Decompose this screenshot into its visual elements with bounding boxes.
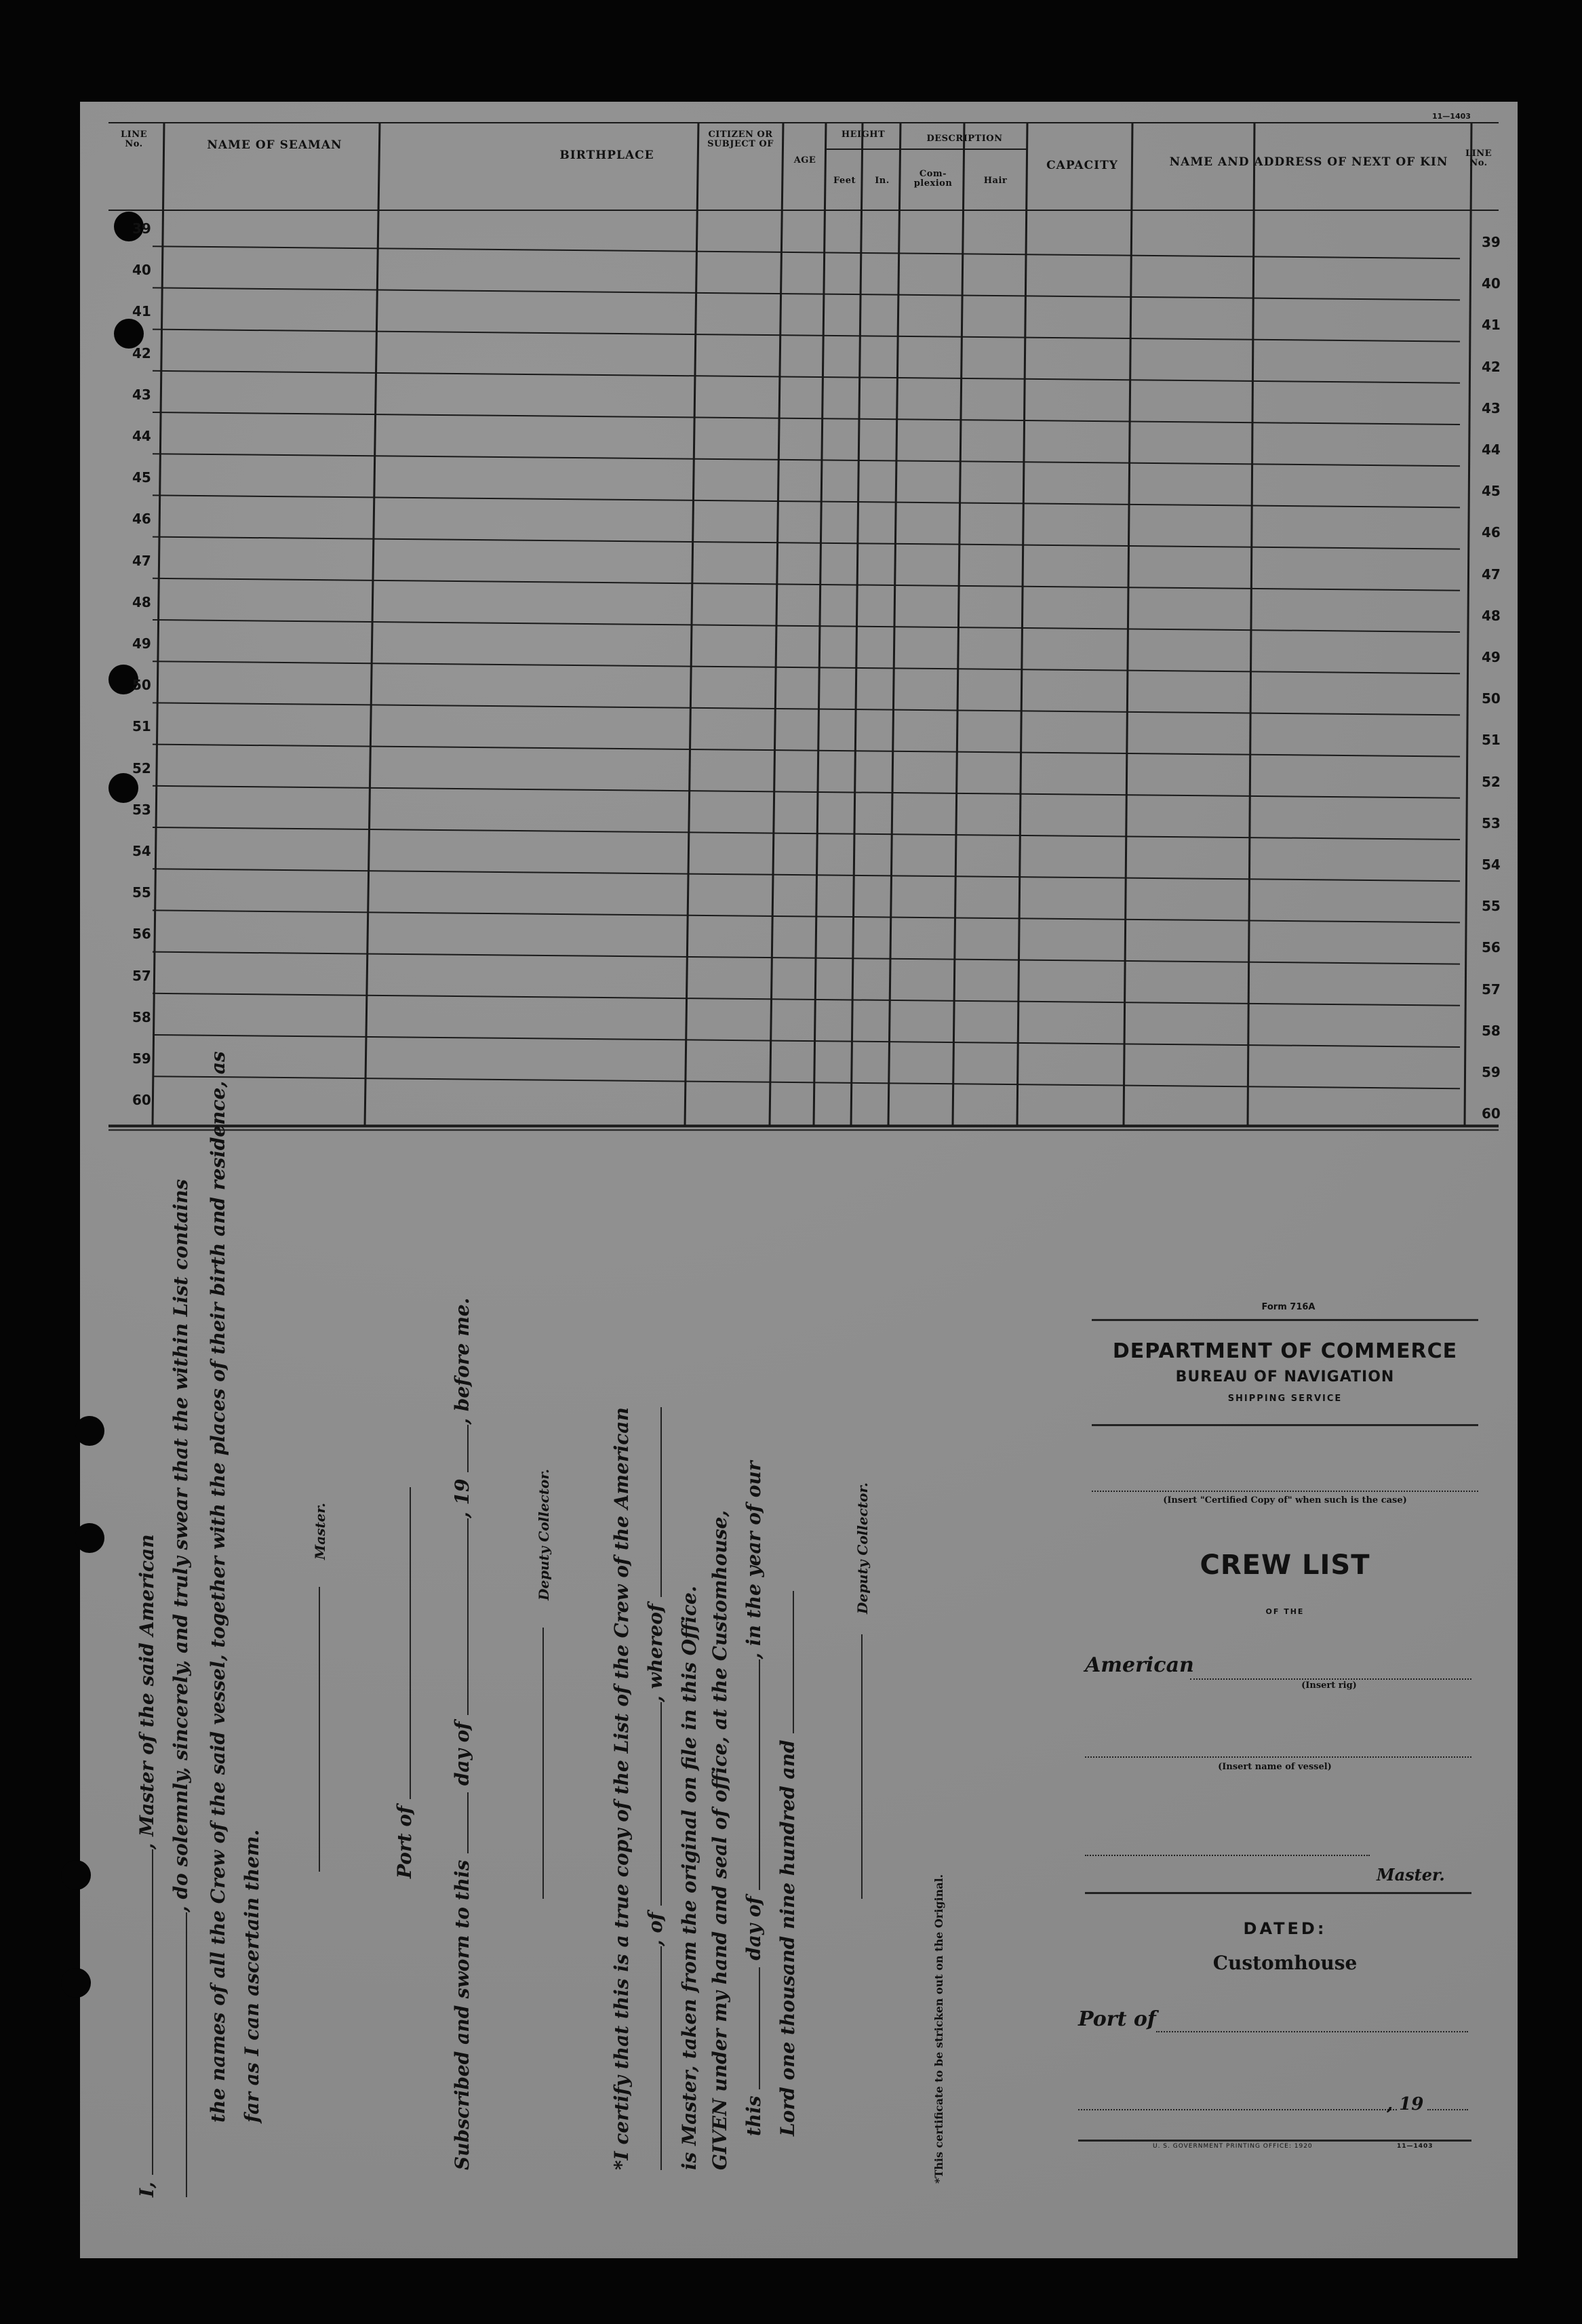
header-capacity: CAPACITY xyxy=(1046,159,1118,172)
line-number-right: 42 xyxy=(1482,358,1501,375)
line-number-right: 47 xyxy=(1482,566,1501,583)
cover-rule-bottom xyxy=(1078,2140,1471,2142)
grid-line xyxy=(153,288,1460,300)
grid-line xyxy=(153,827,1460,840)
deputy-collector-label-2: Deputy Collector. xyxy=(854,1482,871,1614)
service-title: SHIPPING SERVICE xyxy=(1227,1394,1343,1404)
line-number-right: 49 xyxy=(1482,649,1501,665)
line-number-right: 57 xyxy=(1482,981,1501,998)
line-number-right: 53 xyxy=(1482,814,1501,831)
line-number-right: 55 xyxy=(1482,898,1501,915)
grid-line xyxy=(1248,122,1254,1126)
vessel-name-blank xyxy=(171,1912,187,2197)
year-line xyxy=(1427,2109,1468,2110)
line-number-right: 41 xyxy=(1482,317,1501,334)
port-of-cover-label: Port of xyxy=(1078,2007,1156,2031)
insert-vessel-note: (Insert name of vessel) xyxy=(1218,1762,1332,1772)
subscribed-line xyxy=(451,1298,473,2170)
subscribed-day-blank xyxy=(452,1792,469,1853)
certified-copy-line xyxy=(1092,1491,1478,1492)
date-line xyxy=(1078,2109,1397,2110)
subscribed-19: , 19 xyxy=(451,1478,473,1518)
grid-line xyxy=(153,578,1460,591)
oath-i: I, xyxy=(136,2182,158,2197)
certify-line-3: is Master, taken from the original on file in this Office. xyxy=(678,1586,700,2170)
form-number-bottom: 11—1403 xyxy=(1397,2143,1433,2150)
line-number-left: 44 xyxy=(132,428,151,444)
line-number-left: 39 xyxy=(132,220,151,237)
dated-label: DATED: xyxy=(1243,1919,1327,1938)
line-number-right: 51 xyxy=(1482,732,1501,749)
line-number-left: 59 xyxy=(132,1050,151,1067)
grid-line xyxy=(153,703,1460,715)
bureau-title: BUREAU OF NAVIGATION xyxy=(1175,1368,1395,1385)
in-year-text: , in the year of our xyxy=(743,1461,765,1659)
line-number-left: 56 xyxy=(132,926,151,943)
grid-line xyxy=(153,495,1460,507)
grid-line xyxy=(153,246,1460,258)
line-number-left: 50 xyxy=(132,677,151,694)
this-day-line xyxy=(743,1461,765,2137)
footnote: *This certificate to be stricken out on the Original. xyxy=(932,1874,945,2184)
given-line: GIVEN under my hand and seal of office, at the Customhouse, xyxy=(709,1510,731,2170)
grid-line xyxy=(153,1035,1460,1047)
grid-line xyxy=(153,786,1460,798)
subscribed-year-blank xyxy=(452,1425,469,1472)
certify-line-1: *I certify that this is a true copy of the List of the Crew of the American xyxy=(610,1407,633,2170)
header-line-no-right: LINE No. xyxy=(1465,149,1492,169)
american-label: American xyxy=(1085,1653,1194,1677)
grid-line xyxy=(1124,122,1132,1126)
line-number-left: 57 xyxy=(132,967,151,984)
punch-hole xyxy=(61,1968,91,1998)
line-number-left: 60 xyxy=(132,1092,151,1109)
header-description: DESCRIPTION xyxy=(926,134,1003,144)
lord-text: Lord one thousand nine hundred and xyxy=(776,1739,799,2136)
header-birthplace: BIRTHPLACE xyxy=(559,149,654,162)
cover-rule-2 xyxy=(1092,1424,1478,1426)
cover-rule-3 xyxy=(1085,1892,1471,1894)
oath-line-3: the names of all the Crew of the said vessel, together with the places of their birth and residence, as xyxy=(207,1051,229,2123)
grid-line xyxy=(153,869,1460,881)
oath-line-1 xyxy=(136,1534,158,2197)
rig-line xyxy=(1190,1678,1471,1680)
grid-line xyxy=(953,122,964,1126)
grid-line xyxy=(153,661,1460,673)
line-number-left: 53 xyxy=(132,801,151,818)
insert-rig-note: (Insert rig) xyxy=(1301,1680,1357,1691)
line-number-left: 58 xyxy=(132,1008,151,1025)
line-number-left: 55 xyxy=(132,884,151,901)
deputy-signature-line-2 xyxy=(861,1634,863,1899)
grid-line xyxy=(153,952,1460,964)
grid-line xyxy=(770,122,783,1126)
line-number-right: 60 xyxy=(1482,1105,1501,1122)
grid-line xyxy=(153,454,1460,466)
line-number-left: 43 xyxy=(132,386,151,403)
header-inches: In. xyxy=(875,176,890,186)
line-number-right: 52 xyxy=(1482,773,1501,790)
this-month-blank xyxy=(744,1659,760,1890)
grid-line xyxy=(814,122,826,1126)
vessel-name-line xyxy=(1085,1756,1471,1758)
grid-line xyxy=(851,122,863,1126)
punch-hole xyxy=(61,1860,91,1890)
certify-master-blank xyxy=(646,1407,662,1597)
line-number-right: 45 xyxy=(1482,483,1501,500)
line-number-right: 59 xyxy=(1482,1064,1501,1080)
header-citizen: CITIZEN OR SUBJECT OF xyxy=(707,130,774,150)
line-number-right: 44 xyxy=(1482,441,1501,458)
header-feet: Feet xyxy=(833,176,856,186)
grid-line xyxy=(153,330,1460,342)
line-number-left: 42 xyxy=(132,344,151,361)
grid-line xyxy=(1465,122,1471,1126)
line-number-right: 39 xyxy=(1482,234,1501,250)
cover-rule-top xyxy=(1092,1319,1478,1321)
oath-master-text: , Master of the said American xyxy=(136,1534,158,1850)
line-number-left: 48 xyxy=(132,593,151,610)
port-of-blank xyxy=(395,1487,411,1799)
certify-of: , of xyxy=(644,1912,667,1946)
crew-table xyxy=(108,122,1499,1139)
before-me-text: , before me. xyxy=(451,1297,473,1425)
grid-line xyxy=(365,122,380,1126)
port-of-cover-line xyxy=(1156,2031,1468,2032)
subscribed-month-blank xyxy=(452,1518,469,1715)
printer-imprint: U. S. GOVERNMENT PRINTING OFFICE: 1920 xyxy=(1153,2143,1313,2150)
line-number-right: 58 xyxy=(1482,1022,1501,1039)
header-age: AGE xyxy=(793,155,816,165)
grid-line xyxy=(888,122,901,1126)
certify-vessel-blank xyxy=(646,1946,662,2170)
customhouse-label: Customhouse xyxy=(1212,1952,1358,1974)
oath-line-4: far as I can ascertain them. xyxy=(241,1829,263,2123)
line-number-right: 50 xyxy=(1482,690,1501,707)
port-of-label xyxy=(393,1487,416,1878)
line-number-left: 51 xyxy=(132,718,151,735)
lord-year-blank xyxy=(778,1591,794,1733)
form-number-label: Form 716A xyxy=(1261,1302,1316,1312)
line-number-right: 43 xyxy=(1482,399,1501,416)
master-label-cover: Master. xyxy=(1377,1865,1445,1885)
grid-line xyxy=(153,745,1460,757)
master-name-blank xyxy=(137,1849,153,2175)
line-number-right: 46 xyxy=(1482,524,1501,541)
lord-line xyxy=(776,1591,799,2136)
header-next-of-kin: NAME AND ADDRESS OF NEXT OF KIN xyxy=(1169,155,1448,169)
of-the-label: OF THE xyxy=(1265,1607,1305,1616)
grid-line xyxy=(153,537,1460,549)
year-19-label: , 19 xyxy=(1387,2094,1424,2114)
header-name-of-seaman: NAME OF SEAMAN xyxy=(207,138,342,152)
deputy-signature-line-1 xyxy=(542,1628,544,1899)
port-of-text: Port of xyxy=(393,1805,416,1878)
line-number-left: 54 xyxy=(132,843,151,859)
master-signature-line xyxy=(319,1587,320,1872)
grid-line xyxy=(153,993,1460,1006)
grid-line xyxy=(153,122,164,1126)
header-height: HEIGHT xyxy=(841,130,886,140)
grid-line xyxy=(153,910,1460,922)
grid-line xyxy=(685,122,698,1126)
header-complexion: Com-plexion xyxy=(913,169,953,189)
certify-line-2 xyxy=(644,1407,667,2170)
subscribed-day-of: day of xyxy=(451,1721,473,1786)
oath-swear-text: , do solemnly, sincerely, and truly swear that the within List contains xyxy=(170,1179,192,1912)
header-hair: Hair xyxy=(983,176,1008,186)
deputy-collector-label-1: Deputy Collector. xyxy=(536,1468,552,1600)
grid-line xyxy=(153,412,1460,425)
this-text: this xyxy=(743,2095,765,2136)
line-number-right: 48 xyxy=(1482,607,1501,624)
table-grid xyxy=(108,122,1499,1139)
grid-line xyxy=(153,371,1460,383)
department-title: DEPARTMENT OF COMMERCE xyxy=(1112,1339,1458,1363)
line-number-right: 54 xyxy=(1482,856,1501,873)
line-number-left: 49 xyxy=(132,635,151,652)
line-number-right: 40 xyxy=(1482,275,1501,292)
oath-line-2 xyxy=(170,1179,192,2197)
certified-note: (Insert "Certified Copy of" when such is the case) xyxy=(1163,1495,1407,1505)
this-day-blank xyxy=(744,1967,760,2089)
grid-line xyxy=(1017,122,1027,1126)
header-line-no: LINE No. xyxy=(120,130,147,150)
certify-port-blank xyxy=(646,1702,662,1906)
certify-whereof: , whereof xyxy=(644,1603,667,1703)
form-number-top: 11—1403 xyxy=(1432,112,1471,121)
line-number-left: 41 xyxy=(132,303,151,320)
line-number-left: 52 xyxy=(132,760,151,776)
this-day-of: day of xyxy=(743,1896,765,1961)
line-number-left: 40 xyxy=(132,262,151,279)
line-number-right: 56 xyxy=(1482,939,1501,956)
line-number-left: 45 xyxy=(132,469,151,486)
master-label: Master. xyxy=(312,1503,328,1560)
line-number-left: 47 xyxy=(132,552,151,569)
subscribed-text: Subscribed and sworn to this xyxy=(451,1859,473,2170)
grid-line xyxy=(153,1076,1460,1088)
master-line xyxy=(1085,1855,1370,1856)
grid-line xyxy=(153,620,1460,632)
line-number-left: 46 xyxy=(132,511,151,528)
crew-list-title: CREW LIST xyxy=(1200,1550,1370,1581)
